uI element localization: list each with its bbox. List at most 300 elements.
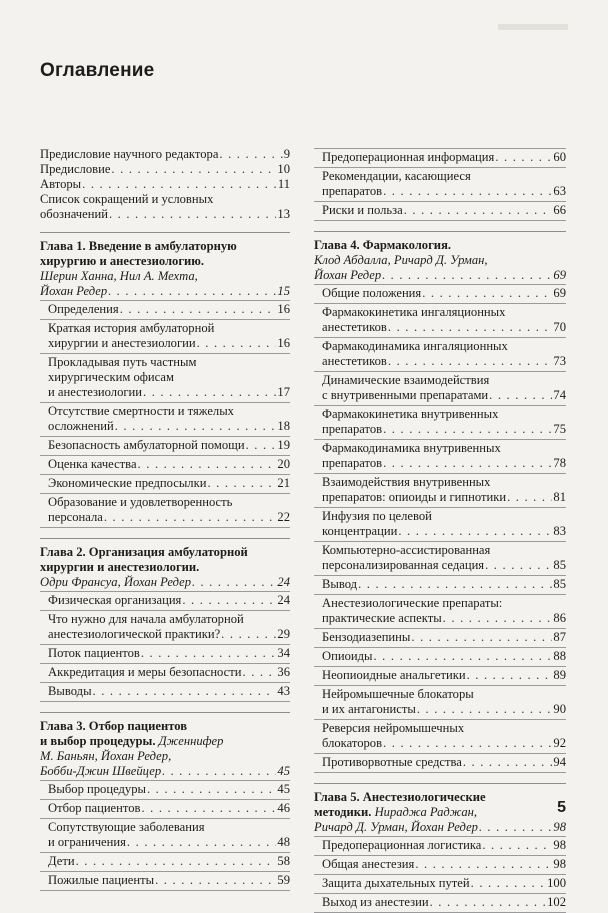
toc-subentry (40, 495, 290, 528)
chapter-heading (314, 238, 566, 283)
toc-entry-text: Инфузия по целевой (322, 509, 432, 523)
toc-entry-text: Взаимодействия внутривенных (322, 475, 491, 489)
leader-dots (485, 558, 552, 573)
leader-dots (82, 177, 277, 192)
toc-subentry (40, 321, 290, 354)
toc-subentry (314, 836, 566, 856)
toc-line (322, 558, 566, 573)
toc-subentry (40, 404, 290, 437)
toc-entry-text: Прокладывая путь частным (48, 355, 197, 369)
chapter-title (40, 734, 290, 749)
toc-entry (40, 177, 290, 192)
toc-entry-text: Краткая история амбулаторной (48, 321, 215, 335)
toc-entry-text: Вывод (322, 577, 358, 591)
toc-subentry (314, 543, 566, 576)
toc-line (322, 702, 566, 717)
toc-entry-text: Отбор пациентов (48, 801, 141, 815)
toc-subentry (314, 649, 566, 667)
toc-line (48, 476, 290, 491)
toc-entry-text: Сопутствующие заболевания (48, 820, 205, 834)
toc-line (322, 524, 566, 539)
leader-dots (398, 524, 552, 539)
toc-line (48, 321, 290, 336)
leader-dots (422, 286, 552, 301)
leader-dots (111, 162, 276, 177)
leader-dots (383, 184, 552, 199)
toc-line (322, 577, 566, 592)
leader-dots (141, 801, 276, 816)
leader-dots (467, 668, 553, 683)
toc-subentry (314, 721, 566, 754)
toc-subentry (314, 475, 566, 508)
leader-dots (411, 630, 552, 645)
toc-line (322, 441, 566, 456)
toc-entry-text: Риски и польза (322, 203, 403, 217)
toc-entry-text: Безопасность амбулаторной помощи (48, 438, 245, 452)
toc-subentry (40, 476, 290, 494)
toc-line (314, 253, 566, 268)
toc-page-ref: 100 (547, 876, 566, 890)
toc-subentry (40, 646, 290, 664)
toc-subentry (314, 596, 566, 629)
leader-dots (108, 284, 276, 299)
toc-line (322, 668, 566, 683)
toc-entry-text: Йохан Редер (40, 284, 108, 298)
toc-page-ref: 85 (553, 558, 566, 572)
toc-subentry (314, 339, 566, 372)
toc-subentry (314, 441, 566, 474)
toc-subentry (314, 373, 566, 406)
toc-line (48, 873, 290, 888)
toc-line (322, 895, 566, 910)
chapter-heading (314, 790, 566, 835)
toc-subentry (314, 755, 566, 773)
toc-page-ref: 58 (277, 854, 290, 868)
toc-line (40, 192, 290, 207)
toc-entry-text: и ограничения (48, 835, 126, 849)
chapter-title: хирургию и анестезиологию. (40, 254, 205, 268)
leader-dots (404, 203, 553, 218)
toc-entry-text: и анестезиологии (48, 385, 143, 399)
toc-line (322, 373, 566, 388)
toc-line (322, 422, 566, 437)
toc-line (48, 801, 290, 816)
toc-page-ref: 18 (277, 419, 290, 433)
toc-entry-text: хирургическим офисам (48, 370, 174, 384)
toc-line (48, 854, 290, 869)
toc-entry-text: Экономические предпосылки (48, 476, 207, 490)
toc-entry-text: Клод Абдалла, Ричард Д. Урман, (314, 253, 488, 267)
toc-entry-text: Общая анестезия (322, 857, 415, 871)
toc-entry-text: Список сокращений и условных (40, 192, 214, 206)
toc-subentry (314, 687, 566, 720)
toc-line (40, 269, 290, 284)
toc-page-ref: 63 (553, 184, 566, 198)
toc-page-ref: 102 (547, 895, 566, 909)
leader-dots (115, 419, 277, 434)
toc-line (48, 385, 290, 400)
toc-entry (40, 192, 290, 222)
chapter-authors: Дженнифер (158, 734, 224, 748)
chapter-title: хирургии и анестезиологии. (40, 560, 200, 574)
toc-line (40, 147, 290, 162)
leader-dots (76, 854, 277, 869)
leader-dots (207, 476, 276, 491)
toc-subentry (40, 355, 290, 403)
toc-entry-text: осложнений (48, 419, 114, 433)
toc-line (322, 876, 566, 891)
toc-subentry (40, 801, 290, 819)
toc-entry-text: анестетиков (322, 320, 387, 334)
toc-entry-text: Фармакокинетика внутривенных (322, 407, 499, 421)
toc-page-ref: 45 (277, 782, 290, 796)
toc-line (322, 286, 566, 301)
toc-entry-text: препаратов (322, 184, 383, 198)
toc-entry-text: Предисловие (40, 162, 111, 176)
chapter-separator (314, 231, 566, 232)
toc-subentry (314, 203, 566, 221)
toc-line (48, 665, 290, 680)
toc-page-ref: 22 (277, 510, 290, 524)
toc-entry-text: Неопиоидные анальгетики (322, 668, 466, 682)
leader-dots (109, 207, 276, 222)
toc-page-ref: 29 (277, 627, 290, 641)
toc-page-ref: 36 (277, 665, 290, 679)
leader-dots (430, 895, 547, 910)
toc-line (322, 857, 566, 872)
toc-entry-text: Бензодиазепины (322, 630, 411, 644)
toc-line (322, 649, 566, 664)
toc-subentry (40, 854, 290, 872)
leader-dots (471, 876, 546, 891)
toc-line (40, 162, 290, 177)
leader-dots (197, 336, 277, 351)
toc-page-ref: 59 (277, 873, 290, 887)
toc-entry (40, 147, 290, 162)
toc-line (40, 284, 290, 299)
toc-entry-text: хирургии и анестезиологии (48, 336, 196, 350)
toc-page-ref: 17 (277, 385, 290, 399)
toc-subentry (40, 820, 290, 853)
toc-page-ref: 15 (277, 284, 290, 298)
toc-line (314, 268, 566, 283)
leader-dots (141, 646, 277, 661)
toc-line (322, 169, 566, 184)
toc-line (322, 543, 566, 558)
chapter-separator (40, 712, 290, 713)
toc-subentry (314, 148, 566, 168)
toc-line (322, 838, 566, 853)
toc-subentry (40, 438, 290, 456)
chapter-authors: Нираджа Раджан, (374, 805, 478, 819)
leader-dots (507, 490, 552, 505)
toc-line (322, 509, 566, 524)
toc-line (48, 438, 290, 453)
toc-page-ref: 60 (553, 150, 566, 164)
toc-entry-text: Пожилые пациенты (48, 873, 155, 887)
toc-entry-text: Аккредитация и меры безопасности (48, 665, 242, 679)
toc-entry-text: Фармакодинамика ингаляционных (322, 339, 508, 353)
toc-entry-text: препаратов (322, 422, 383, 436)
toc-page-ref: 74 (553, 388, 566, 402)
chapter-title-bold: и выбор процедуры. (40, 734, 159, 748)
toc-page-ref: 24 (277, 593, 290, 607)
toc-line (322, 354, 566, 369)
toc-column-left (40, 147, 290, 891)
toc-page-ref: 46 (277, 801, 290, 815)
leader-dots (417, 702, 553, 717)
toc-entry-text: Авторы (40, 177, 82, 191)
toc-entry-text: Анестезиологические препараты: (322, 596, 503, 610)
toc-page-ref: 86 (553, 611, 566, 625)
toc-line (322, 150, 566, 165)
toc-line (48, 782, 290, 797)
leader-dots (162, 764, 276, 779)
leader-dots (383, 456, 552, 471)
toc-entry-text: Физическая организация (48, 593, 182, 607)
toc-subentry (314, 509, 566, 542)
toc-subentry (40, 665, 290, 683)
toc-entry-text: Нейромышечные блокаторы (322, 687, 474, 701)
toc-page-ref: 75 (553, 422, 566, 436)
leader-dots (383, 736, 552, 751)
toc-line (40, 575, 290, 590)
leader-dots (104, 510, 277, 525)
toc-column-right (314, 147, 566, 913)
page-number: 5 (557, 799, 566, 816)
toc-subentry (314, 284, 566, 304)
chapter-title-bold: методики. (314, 805, 375, 819)
toc-line (40, 177, 290, 192)
toc-entry (40, 162, 290, 177)
toc-entry-text: Компьютерно-ассистированная (322, 543, 491, 557)
toc-page-ref: 94 (553, 755, 566, 769)
toc-entry-text: Выбор процедуры (48, 782, 146, 796)
toc-entry-text: Общие положения (322, 286, 422, 300)
toc-line (322, 736, 566, 751)
toc-subentry (314, 857, 566, 875)
toc-entry-text: Отсутствие смертности и тяжелых (48, 404, 234, 418)
toc-page-ref: 69 (553, 286, 566, 300)
toc-subentry (40, 591, 290, 611)
toc-entry-text: Выход из анестезии (322, 895, 429, 909)
toc-subentry (314, 895, 566, 913)
toc-entry-text: Йохан Редер (314, 268, 382, 282)
toc-entry-text: Ричард Д. Урман, Йохан Редер (314, 820, 478, 834)
toc-page-ref: 16 (277, 302, 290, 316)
toc-page-ref: 87 (553, 630, 566, 644)
toc-entry-text: с внутривенными препаратами (322, 388, 489, 402)
chapter-title: Глава 3. Отбор пациентов (40, 719, 188, 733)
toc-page-ref: 10 (277, 162, 290, 176)
toc-line (322, 456, 566, 471)
toc-page-ref: 43 (277, 684, 290, 698)
toc-entry-text: и их антагонисты (322, 702, 416, 716)
toc-page-ref: 83 (553, 524, 566, 538)
chapter-separator (314, 783, 566, 784)
toc-line (48, 593, 290, 608)
toc-page-ref: 98 (553, 820, 566, 834)
toc-entry-text: Бобби-Джин Швейцер (40, 764, 162, 778)
leader-dots (93, 684, 277, 699)
toc-page-ref: 66 (553, 203, 566, 217)
toc-subentry (40, 612, 290, 645)
leader-dots (127, 835, 276, 850)
leader-dots (147, 782, 276, 797)
toc-page-ref: 20 (277, 457, 290, 471)
toc-entry-text: препаратов: опиоиды и гипнотики (322, 490, 507, 504)
leader-dots (388, 320, 553, 335)
leader-dots (138, 457, 277, 472)
toc-subentry (314, 668, 566, 686)
toc-subentry (314, 577, 566, 595)
toc-line (322, 320, 566, 335)
toc-entry-text: практические аспекты (322, 611, 442, 625)
toc-entry-text: концентрации (322, 524, 398, 538)
toc-subentry (314, 630, 566, 648)
toc-line (48, 419, 290, 434)
toc-line (48, 457, 290, 472)
toc-page-ref: 13 (277, 207, 290, 221)
chapter-separator (40, 538, 290, 539)
toc-line (48, 835, 290, 850)
toc-line (48, 355, 290, 370)
toc-page-ref: 98 (553, 857, 566, 871)
leader-dots (219, 147, 282, 162)
chapter-title: Глава 5. Анестезиологические (314, 790, 486, 804)
toc-entry-text: Дети (48, 854, 75, 868)
leader-dots (388, 354, 553, 369)
toc-page-ref: 69 (553, 268, 566, 282)
toc-entry-text: Определения (48, 302, 119, 316)
chapter-title (314, 805, 566, 820)
toc-subentry (314, 407, 566, 440)
toc-page-ref: 34 (277, 646, 290, 660)
toc-entry-text: Противорвотные средства (322, 755, 462, 769)
chapter-title: Глава 4. Фармакология. (314, 238, 452, 252)
toc-page-ref: 70 (553, 320, 566, 334)
toc-line (48, 646, 290, 661)
toc-entry-text: Динамические взаимодействия (322, 373, 490, 387)
toc-entry-text: Предоперационная информация (322, 150, 495, 164)
leader-dots (155, 873, 276, 888)
leader-dots (482, 838, 552, 853)
toc-line (48, 404, 290, 419)
toc-page-ref: 88 (553, 649, 566, 663)
toc-line (322, 755, 566, 770)
header-rule (498, 24, 568, 30)
toc-line (40, 207, 290, 222)
toc-subentry (40, 873, 290, 891)
toc-entry-text: Что нужно для начала амбулаторной (48, 612, 244, 626)
toc-page-ref: 81 (553, 490, 566, 504)
toc-line (322, 388, 566, 403)
toc-entry-text: анестетиков (322, 354, 387, 368)
toc-entry-text: Предисловие научного редактора (40, 147, 219, 161)
toc-line (314, 820, 566, 835)
toc-entry-text: блокаторов (322, 736, 383, 750)
leader-dots (143, 385, 276, 400)
toc-line (48, 627, 290, 642)
toc-entry-text: Шерин Ханна, Нил А. Мехта, (40, 269, 198, 283)
toc-line (322, 407, 566, 422)
leader-dots (120, 302, 277, 317)
leader-dots (382, 268, 552, 283)
toc-entry-text: Предоперационная логистика (322, 838, 482, 852)
toc-line (322, 611, 566, 626)
toc-subentry (314, 305, 566, 338)
toc-subentry (40, 780, 290, 800)
toc-page-ref: 48 (277, 835, 290, 849)
leader-dots (463, 755, 553, 770)
leader-dots (479, 820, 552, 835)
page-title: Оглавление (40, 60, 155, 81)
toc-page-ref: 19 (277, 438, 290, 452)
toc-entry-text: Фармакокинетика ингаляционных (322, 305, 506, 319)
toc-page-ref: 90 (553, 702, 566, 716)
leader-dots (415, 857, 552, 872)
toc-entry-text: Реверсия нейромышечных (322, 721, 465, 735)
leader-dots (489, 388, 552, 403)
toc-entry-text: Оценка качества (48, 457, 137, 471)
toc-line (322, 596, 566, 611)
toc-entry-text: М. Баньян, Йохан Редер, (40, 749, 172, 763)
toc-page-ref: 92 (553, 736, 566, 750)
leader-dots (373, 649, 552, 664)
toc-entry-text: Образование и удовлетворенность (48, 495, 233, 509)
toc-line (48, 336, 290, 351)
toc-line (322, 721, 566, 736)
leader-dots (182, 593, 276, 608)
leader-dots (246, 438, 277, 453)
toc-line (322, 630, 566, 645)
toc-page-ref: 9 (283, 147, 290, 161)
toc-line (322, 490, 566, 505)
toc-subentry (314, 169, 566, 202)
leader-dots (243, 665, 277, 680)
toc-page-ref: 78 (553, 456, 566, 470)
toc-line (48, 495, 290, 510)
toc-line (40, 749, 290, 764)
leader-dots (221, 627, 276, 642)
toc-page-ref: 11 (277, 177, 290, 191)
toc-line (322, 475, 566, 490)
toc-subentry (314, 876, 566, 894)
toc-entry-text: Рекомендации, касающиеся (322, 169, 471, 183)
toc-entry-text: Защита дыхательных путей (322, 876, 470, 890)
toc-line (48, 510, 290, 525)
leader-dots (383, 422, 552, 437)
toc-entry-text: Одри Франсуа, Йохан Редер (40, 575, 192, 589)
chapter-heading (40, 719, 290, 779)
toc-page-ref: 73 (553, 354, 566, 368)
chapter-heading (40, 545, 290, 590)
chapter-title: Глава 1. Введение в амбулаторную (40, 239, 237, 253)
toc-subentry (40, 457, 290, 475)
toc-entry-text: Поток пациентов (48, 646, 140, 660)
toc-page-ref: 45 (277, 764, 290, 778)
toc-line (322, 203, 566, 218)
toc-entry-text: персонала (48, 510, 103, 524)
leader-dots (192, 575, 276, 590)
toc-page-ref: 24 (277, 575, 290, 589)
toc-line (48, 370, 290, 385)
toc-line (48, 302, 290, 317)
toc-line (322, 339, 566, 354)
chapter-heading (40, 239, 290, 299)
toc-line (322, 184, 566, 199)
toc-subentry (40, 300, 290, 320)
